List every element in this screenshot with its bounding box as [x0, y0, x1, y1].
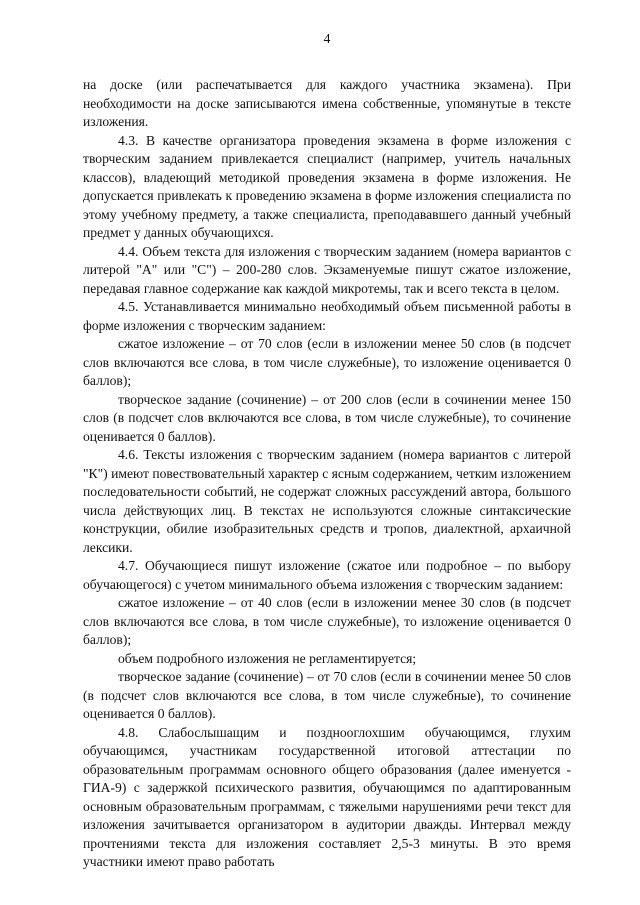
- paragraph: творческое задание (сочинение) – от 70 слов (если в сочинении менее 50 слов (в подсчет слов включаются все слова, в том числе служебные), то сочинение оценивается 0 баллов).: [83, 669, 571, 721]
- paragraph: 4.3. В качестве организатора проведения экзамена в форме изложения с творческим заданием привлекается специалист (например, учитель начальных классов), владеющий методикой проведения экзамена в форме изложения. Не допускается привлекать к проведению экзамена в форме изложения специалиста по этому учебному предмету, а также специалиста, преподававшего данный учебный предмет у данных обучающихся.: [83, 132, 571, 240]
- document-body: [83, 76, 571, 872]
- paragraph: объем подробного изложения не регламентируется;: [118, 650, 417, 666]
- paragraph: творческое задание (сочинение) – от 200 слов (если в сочинении менее 150 слов (в подсчет слов включаются все слова, в том числе служебные), то сочинение оценивается 0 баллов).: [83, 391, 571, 444]
- paragraph: на доске (или распечатывается для каждого участника экзамена). При необходимости на доске записываются имена собственные, упомянутые в тексте изложения.: [83, 77, 571, 129]
- paragraph: 4.8. Слабослышащим и позднооглохшим обучающимся, глухим обучающимся, участникам государственной итоговой аттестации по образовательным программам основного общего образования (далее именуется - ГИА-9) с задержкой психического развития, обучающимся по адаптированным основным образовательным программам, с тяжелыми нарушениями речи текст для изложения зачитывается организатором в аудитории дважды. Интервал между прочтениями текста для изложения составляет 2,5-3 минуты. В это время участники имеют право работать: [83, 724, 571, 869]
- paragraph: сжатое изложение – от 40 слов (если в изложении менее 30 слов (в подсчет слов включаются все слова, в том числе служебные), то изложение оценивается 0 баллов);: [83, 595, 571, 647]
- paragraph: 4.5. Устанавливается минимально необходимый объем письменной работы в форме изложения с творческим заданием:: [83, 299, 571, 333]
- document-page: [83, 30, 571, 872]
- paragraph: сжатое изложение – от 70 слов (если в изложении менее 50 слов (в подсчет слов включаются все слова, в том числе служебные), то изложение оценивается 0 баллов);: [83, 336, 571, 388]
- paragraph: 4.7. Обучающиеся пишут изложение (сжатое или подробное – по выбору обучающегося) с учетом минимального объема изложения с творческим заданием:: [83, 558, 571, 592]
- page-number: 4: [323, 31, 331, 46]
- paragraph: 4.4. Объем текста для изложения с творческим заданием (номера вариантов с литерой "А" или "С") – 200-280 слов. Экзаменуемые пишут сжатое изложение, передавая главное содержание как каждой микротемы, так и всего текста в целом.: [83, 243, 571, 296]
- paragraph: 4.6. Тексты изложения с творческим заданием (номера вариантов с литерой "К") имеют повествовательный характер с ясным содержанием, четким изложением последовательности событий, не содержат сложных рассуждений автора, большого числа действующих лиц. В текстах не используются сложные синтаксические конструкции, обилие изобразительных средств и тропов, диалектной, архаичной лексики.: [83, 447, 571, 555]
